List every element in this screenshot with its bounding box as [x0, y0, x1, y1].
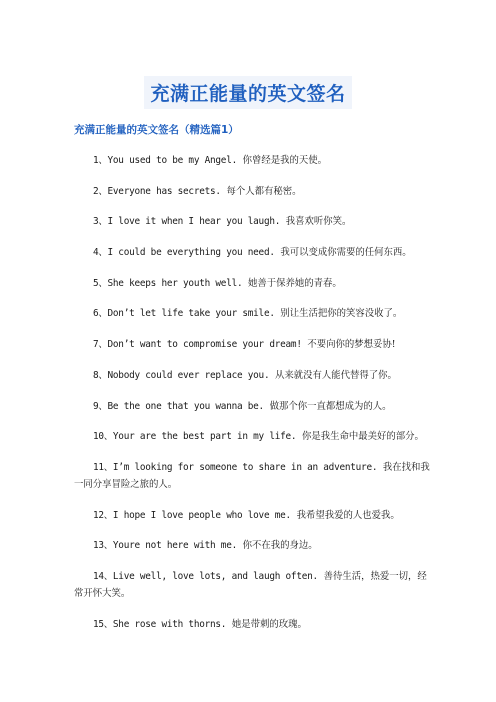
- english-text: 2、Everyone has secrets.: [93, 185, 221, 197]
- document-title: 充满正能量的英文签名: [144, 76, 351, 109]
- chinese-text: 每个人都有秘密。: [226, 185, 302, 197]
- list-item: [74, 183, 434, 200]
- list-item: [74, 537, 434, 554]
- list-item: [74, 336, 434, 353]
- chinese-text: 做那个你一直都想成为的人。: [269, 400, 392, 412]
- chinese-text: 她善于保养她的青春。: [248, 277, 342, 289]
- english-text: 14、Live well, love lots, and laugh often.: [93, 570, 318, 582]
- english-text: 3、I love it when I hear you laugh.: [93, 216, 281, 228]
- list-item: [74, 367, 434, 384]
- chinese-text: 别让生活把你的笑容没收了。: [280, 308, 403, 320]
- list-item: [74, 398, 434, 415]
- english-text: 10、Your are the best part in my life.: [93, 431, 297, 443]
- english-text: 5、She keeps her youth well.: [93, 277, 243, 289]
- signature-list: [74, 152, 434, 646]
- list-item: [74, 459, 434, 493]
- english-text: 7、Don’t want to compromise your dream!: [93, 339, 302, 351]
- list-item: [74, 305, 434, 322]
- english-text: 15、She rose with thorns.: [93, 618, 227, 630]
- chinese-text: 她是带刺的玫瑰。: [231, 618, 307, 630]
- english-text: 13、Youre not here with me.: [93, 540, 237, 552]
- english-text: 6、Don’t let life take your smile.: [93, 308, 275, 320]
- list-item: [74, 568, 434, 602]
- list-item: [74, 428, 434, 445]
- list-item: [74, 507, 434, 524]
- english-text: 9、Be the one that you wanna be.: [93, 400, 264, 412]
- chinese-text: 善待生活，热爱一切，经常开怀大笑。: [74, 570, 427, 599]
- chinese-text: 我喜欢听你笑。: [285, 216, 352, 228]
- list-item: [74, 244, 434, 261]
- chinese-text: 你是我生命中最美好的部分。: [301, 431, 424, 443]
- list-item: [74, 152, 434, 169]
- english-text: 11、I’m looking for someone to share in an adventure.: [93, 461, 378, 473]
- english-text: 8、Nobody could ever replace you.: [93, 369, 270, 381]
- chinese-text: 我在找和我一同分享冒险之旅的人。: [74, 461, 430, 490]
- chinese-text: 我希望我爱的人也爱我。: [296, 509, 400, 521]
- english-text: 12、I hope I love people who love me.: [93, 509, 291, 521]
- chinese-text: 你曾经是我的天使。: [242, 155, 328, 166]
- english-text: 4、I could be everything you need.: [93, 247, 275, 259]
- title-container: [0, 76, 496, 109]
- list-item: [74, 275, 434, 292]
- chinese-text: 从来就没有人能代替得了你。: [275, 369, 397, 381]
- list-item: [74, 213, 434, 230]
- english-text: 1、You used to be my Angel.: [93, 155, 237, 166]
- chinese-text: 你不在我的身边。: [242, 540, 318, 552]
- chinese-text: 不要向你的梦想妥协!: [307, 339, 396, 351]
- section-heading: 充满正能量的英文签名（精选篇1）: [74, 124, 239, 136]
- chinese-text: 我可以变成你需要的任何东西。: [280, 247, 412, 259]
- list-item: [74, 616, 434, 633]
